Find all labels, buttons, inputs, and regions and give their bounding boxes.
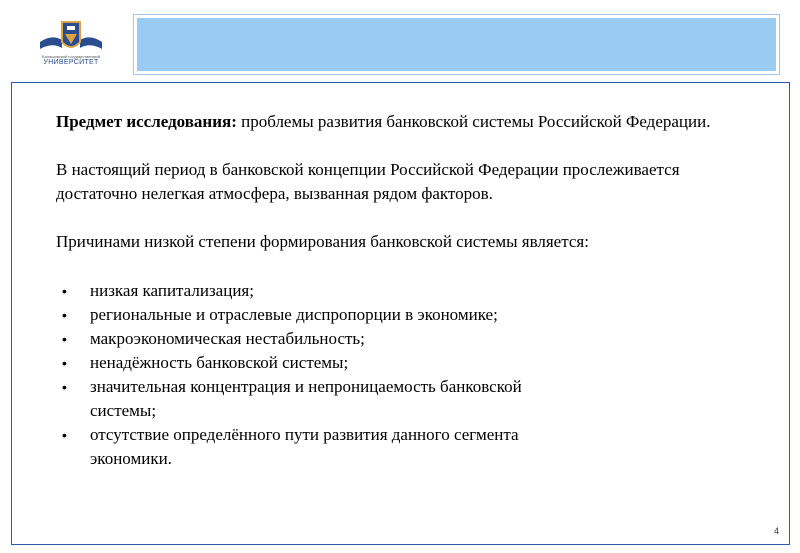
list-item-text: макроэкономическая нестабильность; <box>90 329 365 348</box>
list-item-text: значительная концентрация и непроницаемость банковской системы; <box>90 377 522 420</box>
list-item-text: отсутствие определённого пути развития данного сегмента экономики. <box>90 425 519 468</box>
list-item-text: ненадёжность банковской системы; <box>90 353 349 372</box>
subject-paragraph <box>56 110 756 134</box>
logo-caption-small: Балашовский государственный <box>41 54 101 59</box>
bullet-icon: • <box>62 427 67 443</box>
bullet-icon: • <box>62 355 67 371</box>
university-logo <box>38 16 104 76</box>
university-emblem-icon <box>38 16 104 58</box>
list-item <box>56 279 550 303</box>
list-item-text: низкая капитализация; <box>90 281 254 300</box>
bullet-icon: • <box>62 331 67 347</box>
list-item <box>56 303 550 327</box>
context-paragraph: В настоящий период в банковской концепции Российской Федерации прослеживается достаточно нелегкая атмосфера, вызванная рядом факторов. <box>56 160 680 203</box>
bullet-icon: • <box>62 379 67 395</box>
header-bar-fill <box>137 18 776 71</box>
header-bar <box>133 14 780 75</box>
reasons-list <box>56 279 756 471</box>
reasons-intro: Причинами низкой степени формирования банковской системы является: <box>56 232 589 251</box>
subject-text: проблемы развития банковской системы Российской Федерации. <box>236 112 711 131</box>
page-number: 4 <box>773 526 779 536</box>
bullet-icon: • <box>62 283 67 299</box>
slide-content <box>56 110 756 471</box>
logo-caption <box>38 54 104 67</box>
list-item <box>56 351 550 375</box>
bullet-icon: • <box>62 307 67 323</box>
list-item-text: региональные и отраслевые диспропорции в экономике; <box>90 305 498 324</box>
list-item <box>56 375 550 423</box>
logo-caption-main: УНИВЕРСИТЕТ <box>43 59 99 66</box>
subject-label: Предмет исследования: <box>56 112 237 131</box>
list-item <box>56 327 550 351</box>
list-item <box>56 423 550 471</box>
